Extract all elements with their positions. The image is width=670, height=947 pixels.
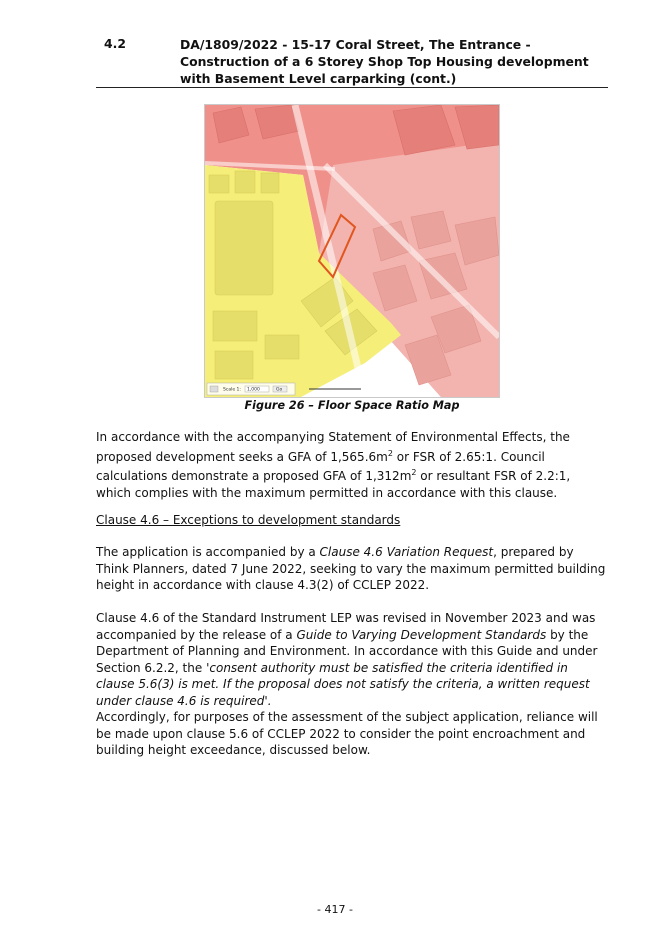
- paragraph-fsr-text-b: or FSR of 2.65:1. Council calculations demonstrate a proposed GFA of 1,312m: [96, 449, 545, 483]
- paragraph-clause-4-6: [96, 610, 608, 709]
- superscript: 2: [411, 468, 417, 477]
- paragraph-fsr: [96, 429, 608, 501]
- map-image: [205, 105, 499, 397]
- paragraph-variation-text-a: The application is accompanied by a: [96, 545, 320, 559]
- section-heading: Clause 4.6 – Exceptions to development standards: [96, 513, 401, 527]
- paragraph-accordingly: Accordingly, for purposes of the assessment of the subject application, reliance will be made upon clause 5.6 of CCLEP 2022 to consider the point encroachment and building height exceedance, discussed below.: [96, 710, 598, 757]
- map-scale-label: Scale 1:: [223, 387, 241, 393]
- superscript: 2: [387, 448, 393, 458]
- document-title-italic: Clause 4.6 Variation Request: [319, 545, 494, 559]
- paragraph-fsr-text-c: or resultant FSR of 2.2:1, which complies with the maximum permitted in accordance with this clause.: [96, 469, 571, 500]
- map-scale-control: [207, 383, 361, 395]
- paragraph-clause-text-a: Clause 4.6 of the Standard Instrument LEP was revised in November 2023 and was accompanied by the release of a: [96, 611, 596, 642]
- map-scale-value: 1,000: [247, 387, 260, 393]
- quoted-guidance-italic: 'consent authority must be satisfied the criteria identified in clause 5.6(3) is met. If the proposal does not satisfy the criteria, a written request under clause 4.6 is required'.: [96, 660, 590, 708]
- paragraph-clause-text-b: by the Department of Planning and Environment. In accordance with this Guide and under Section 6.2.2, the: [96, 627, 598, 675]
- item-title: DA/1809/2022 - 15-17 Coral Street, The Entrance - Construction of a 6 Storey Shop Top Housing development with Basement Level carparking (cont.): [180, 37, 589, 86]
- paragraph-variation-request: [96, 544, 608, 594]
- floor-space-ratio-map: [204, 104, 500, 398]
- header-divider: [96, 87, 608, 88]
- guide-title-italic: Guide to Varying Development Standards: [296, 627, 547, 642]
- page-number: - 417 -: [317, 903, 353, 916]
- paragraph-fsr-text-a: In accordance with the accompanying Statement of Environmental Effects, the proposed development seeks a GFA of 1,565.6m: [96, 430, 570, 464]
- paragraph-variation-text-b: , prepared by Think Planners, dated 7 June 2022, seeking to vary the maximum permitted building height in accordance with clause 4.3(2) of CCLEP 2022.: [96, 545, 606, 592]
- item-number: 4.2: [104, 36, 126, 51]
- figure-caption: Figure 26 – Floor Space Ratio Map: [244, 399, 460, 412]
- map-scale-go-button: Go: [276, 387, 283, 393]
